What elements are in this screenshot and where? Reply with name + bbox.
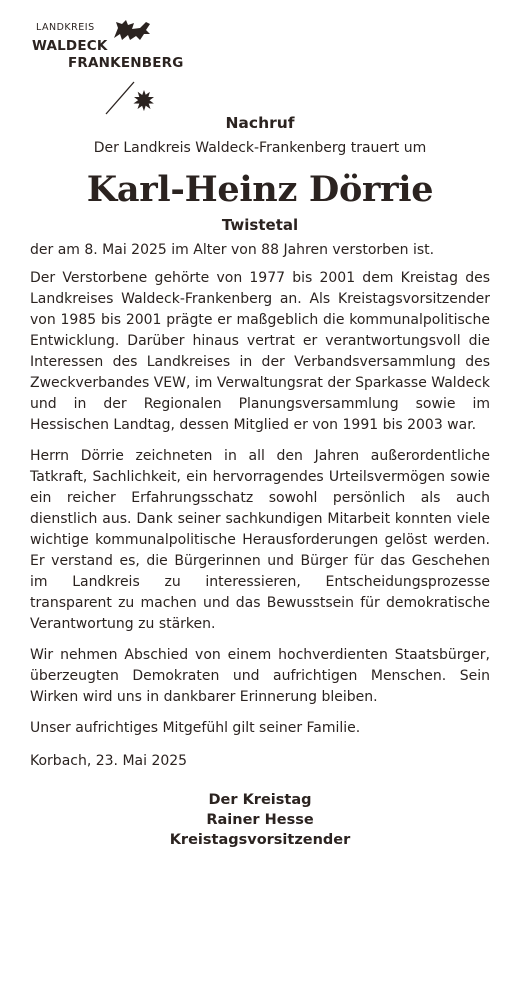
signature-block	[30, 790, 490, 850]
paragraph-career: Der Verstorbene gehörte von 1977 bis 2001 dem Kreistag des Landkreises Waldeck-Frankenberg an. Als Kreistagsvorsitzender von 1985 bis 2001 prägte er maßgeblich die kommunalpolitische Entwicklung. Darüber hinaus vertrat er verantwortungsvoll die Interessen des Landkreises in der Verbandsversammlung des Zweckverbandes VEW, im Verwaltungsrat der Sparkasse Waldeck und in der Regionalen Planungsversammlung sowie im Hessischen Landtag, dessen Mitglied er von 1991 bis 2003 war.	[30, 270, 490, 433]
signature-person: Rainer Hesse	[206, 812, 314, 828]
obituary-content	[30, 114, 490, 850]
intro-text: Der Landkreis Waldeck-Frankenberg trauert um	[93, 140, 427, 156]
logo-line-frankenberg: FRANKENBERG	[68, 55, 184, 71]
star-icon	[100, 76, 160, 116]
lion-icon	[110, 16, 154, 44]
logo-line-landkreis: LANDKREIS	[36, 22, 95, 33]
signature-body: Der Kreistag	[208, 792, 312, 808]
place-date: Korbach, 23. Mai 2025	[30, 753, 188, 769]
death-line: der am 8. Mai 2025 im Alter von 88 Jahren verstorben ist.	[30, 242, 435, 258]
paragraph-merits: Herrn Dörrie zeichneten in all den Jahren außerordentliche Tatkraft, Sachlichkeit, ein hervorragendes Urteilsvermögen sowie ein reicher Erfahrungsschatz sowohl persönlich als auch dienstlich aus. Dank seiner sachkundigen Mitarbeit konnten viele wichtige kommunalpolitische Herausforderungen gelöst werden. Er verstand es, die Bürgerinnen und Bürger für das Geschehen im Landkreis zu interessieren, Entscheidungsprozesse transparent zu machen und das Bewusstsein für demokratische Verantwortung zu stärken.	[30, 448, 490, 632]
logo-line-waldeck: WALDECK	[32, 38, 108, 54]
signature-role: Kreistagsvorsitzender	[169, 832, 351, 848]
condolence-text: Unser aufrichtiges Mitgefühl gilt seiner Familie.	[30, 720, 361, 736]
landkreis-logo	[30, 14, 200, 106]
paragraph-farewell: Wir nehmen Abschied von einem hochverdienten Staatsbürger, überzeugten Demokraten und aufrichtigen Menschen. Sein Wirken wird uns in dankbarer Erinnerung bleiben.	[30, 647, 490, 705]
heading-nachruf: Nachruf	[225, 114, 295, 132]
deceased-place: Twistetal	[221, 216, 299, 234]
deceased-name: Karl-Heinz Dörrie	[86, 169, 434, 210]
